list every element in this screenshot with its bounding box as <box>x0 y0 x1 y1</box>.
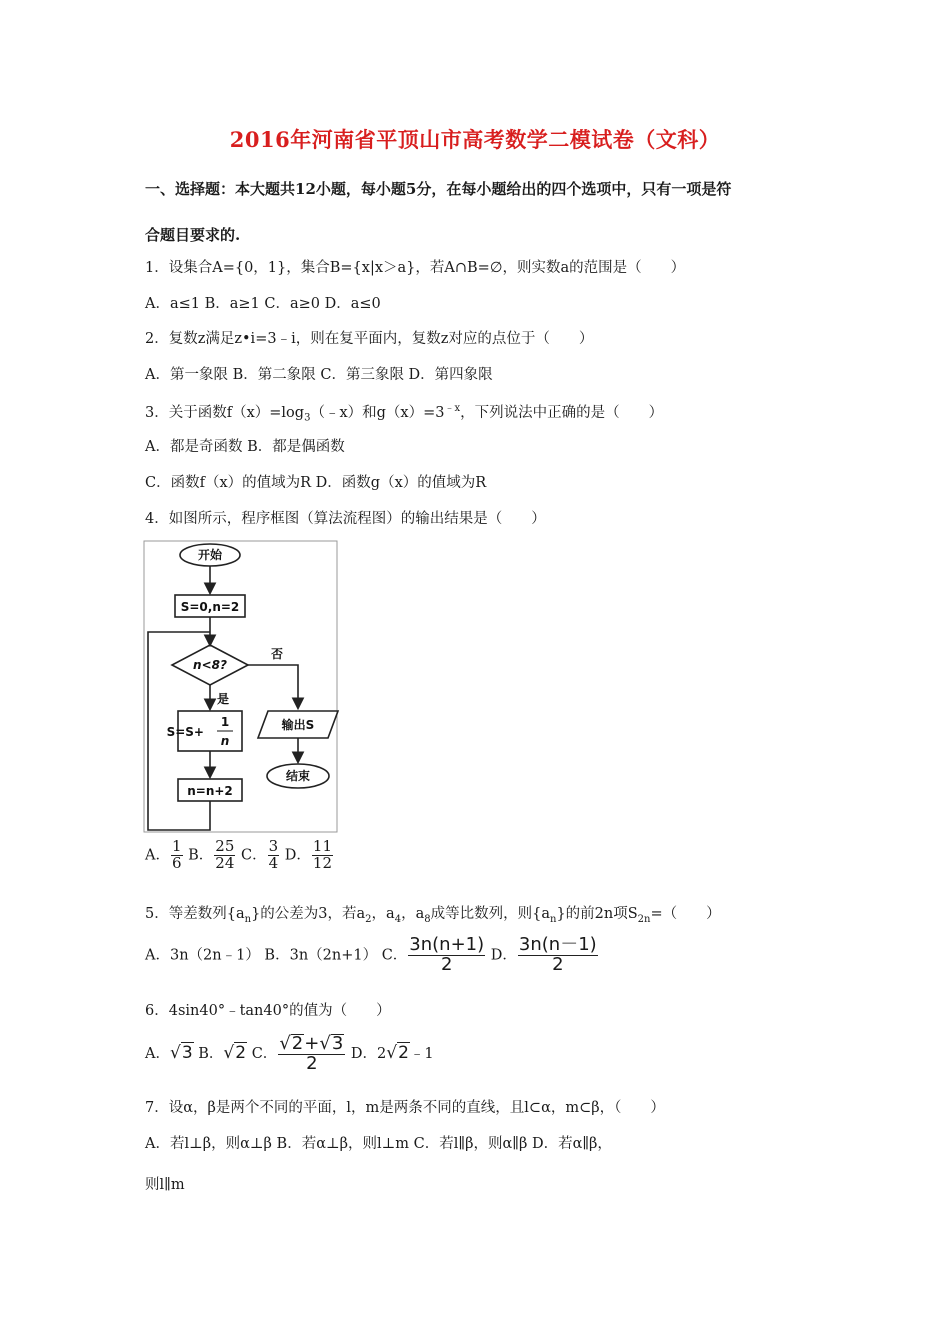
flowchart-start-label: 开始 <box>197 548 223 562</box>
flowchart-increment-label: n=n+2 <box>187 784 233 798</box>
question-1-stem: 1．设集合A={0，1}，集合B={x|x＞a}，若A∩B=∅，则实数a的范围是（ ） <box>145 260 686 276</box>
question-4-options: A． $\frac{1}{6}$ B． $\frac{25}{24}$ C． $\frac{3}{4}$ D． $\frac{11}{12}$ <box>145 837 332 872</box>
flowchart-body-label: S=S+ <box>166 725 204 739</box>
flowchart-body-denominator: n <box>220 734 230 748</box>
question-5-options: A．3n（2n﹣1） B．3n（2n+1） C． $\frac{3n(n+1)}{2}$ D． $\frac{3n(n-1)}{2}$ <box>145 934 597 975</box>
flowchart-diagram <box>143 540 343 835</box>
question-2-stem: 2．复数z满足z•i=3﹣i，则在复平面内，复数z对应的点位于（ ） <box>145 331 594 347</box>
section-heading-line2: 合题目要求的. <box>145 226 241 244</box>
question-2-options: A．第一象限 B．第二象限 C．第三象限 D．第四象限 <box>145 367 493 383</box>
question-4-stem: 4．如图所示，程序框图（算法流程图）的输出结果是（ ） <box>145 511 546 527</box>
flowchart-yes-label: 是 <box>216 692 230 706</box>
flowchart-condition-label: n<8? <box>193 658 227 672</box>
question-6-options: A．√3 B．√2 C． $\frac{√2+√3}{2}$ D．2√2﹣1 <box>145 1033 434 1074</box>
question-5-stem: 5．等差数列$\{a_n\}$的公差为3，若$a_2$，$a_4$，$a_8$成等比数列，则$\{a_n\}$的前2n项$S_{2n}=$（ ） <box>145 906 721 925</box>
flowchart-end-label: 结束 <box>285 769 311 783</box>
flowchart-init-label: S=0,n=2 <box>180 600 240 614</box>
question-3-options-1: A．都是奇函数 B．都是偶函数 <box>145 439 345 455</box>
question-7-stem: 7．设α，β是两个不同的平面，l，m是两条不同的直线，且l⊂α，m⊂β，（ ） <box>145 1100 665 1116</box>
flowchart-output-label: 输出S <box>281 718 315 732</box>
flowchart-frame <box>144 541 337 832</box>
page-title: 2016年河南省平顶山市高考数学二模试卷（文科） <box>229 127 721 152</box>
question-3-options-2: C．函数f（x）的值域为R D．函数g（x）的值域为R <box>145 475 487 491</box>
question-1-options: A．a≤1 B．a≥1 C．a≥0 D．a≤0 <box>145 296 381 312</box>
question-3-stem: 3．关于函数$f(x)=\log_3(﹣x)$和$g(x)=3^{﹣x}$，下列说法中正确的是（ ） <box>145 403 664 424</box>
flowchart-body-numerator: 1 <box>220 715 230 729</box>
question-7-options-2: 则l∥m <box>145 1177 185 1193</box>
section-heading-line1: 一、选择题：本大题共12小题，每小题5分，在每小题给出的四个选项中，只有一项是符 <box>145 180 732 198</box>
flowchart-no-label: 否 <box>270 647 284 661</box>
question-7-options: A．若l⊥β，则α⊥β B．若α⊥β，则l⊥m C．若l∥β，则α∥β D．若α∥β， <box>145 1136 612 1152</box>
question-6-stem: 6．4sin40°﹣tan40°的值为（ ） <box>145 1003 391 1019</box>
